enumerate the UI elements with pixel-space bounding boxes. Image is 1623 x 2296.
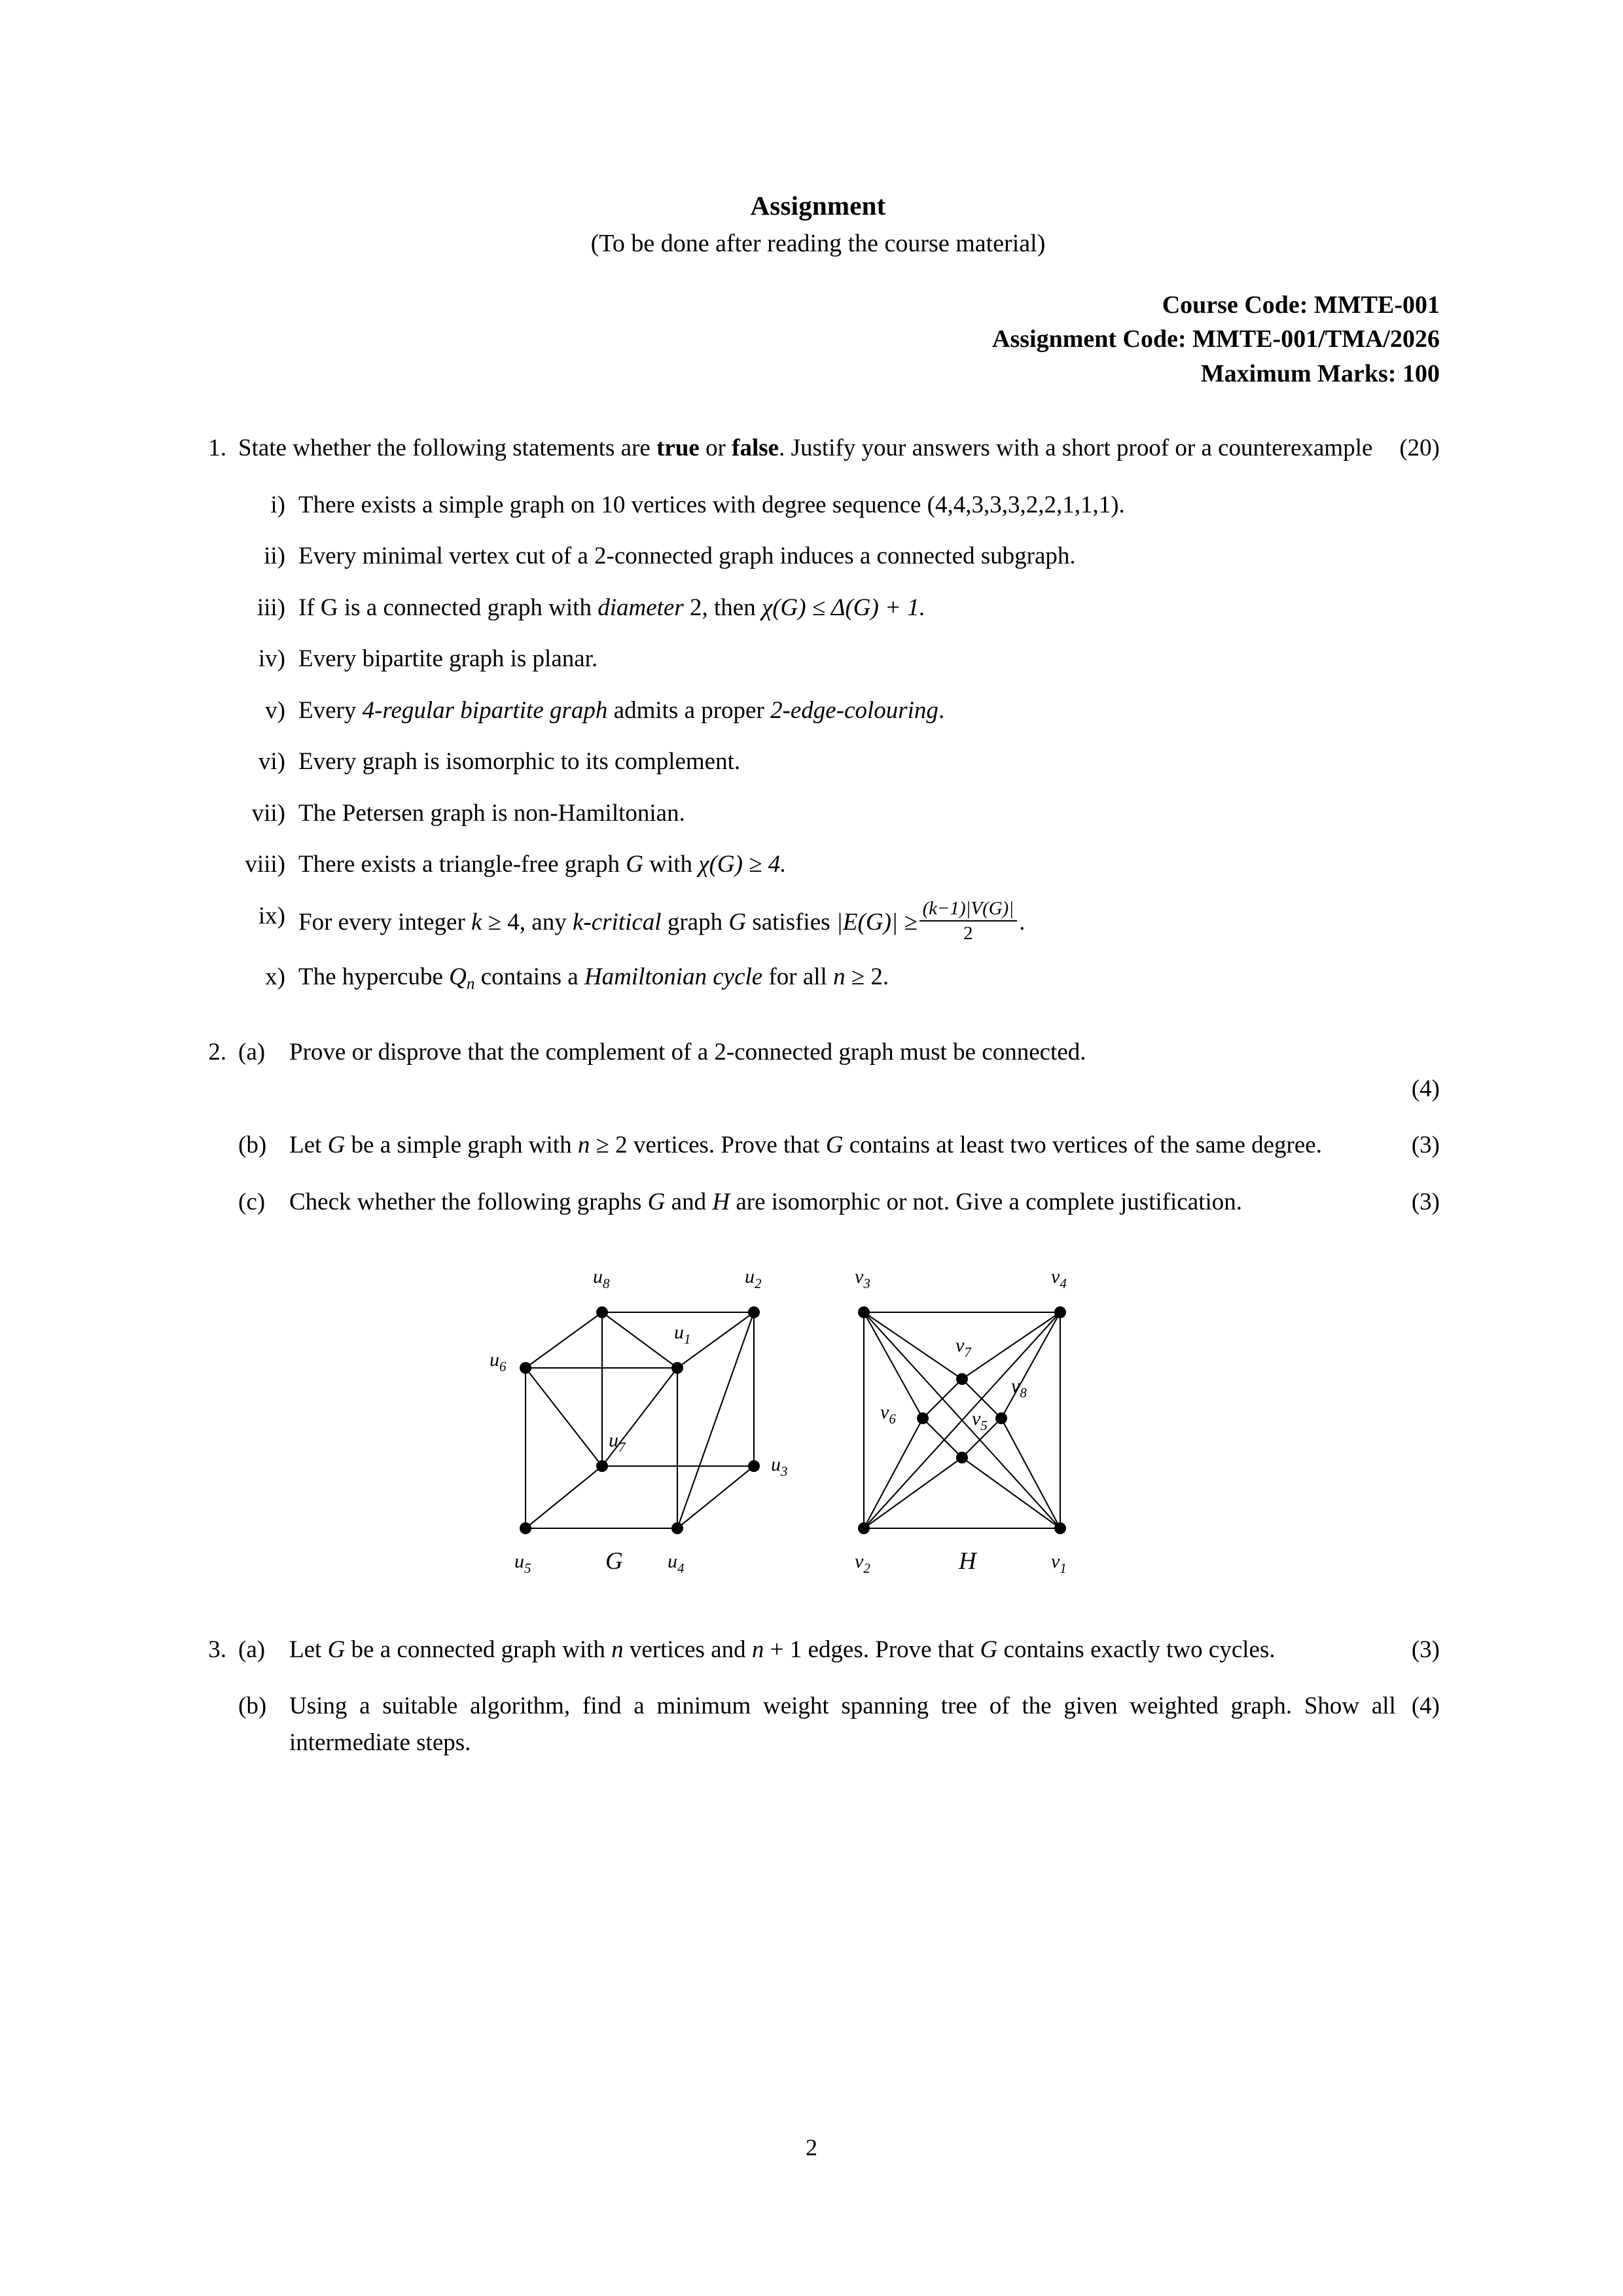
question-2c-body (289, 1184, 1440, 1221)
question-2a-label: (a) (238, 1038, 266, 1066)
question-3b-label: (b) (238, 1693, 267, 1720)
item-label-x: x) (265, 963, 285, 991)
graph-h-vertex-v5 (956, 1452, 968, 1463)
graph-g-vertex-u3 (748, 1460, 760, 1472)
graph-h-edge-v2-v5 (864, 1458, 962, 1528)
x-var-q: Q (449, 963, 467, 991)
item-label-vii: vii) (251, 799, 285, 827)
q1-stem-true: true (656, 435, 700, 462)
question-3-number: 3. (208, 1636, 226, 1663)
item-text-iii (298, 590, 1440, 626)
graphs-g-and-h-svg (196, 1247, 1440, 1613)
q3a-e: contains exactly two cycles. (997, 1636, 1275, 1663)
graph-h-vertex-v4 (1054, 1306, 1066, 1318)
q3a-var-n2: n (751, 1636, 764, 1663)
graph-h-vertex-v2 (858, 1522, 870, 1534)
question-2a-text: Prove or disprove that the complement of a 2-connected graph must be connected. (289, 1038, 1086, 1066)
item-text-i: There exists a simple graph on 10 vertices with degree sequence (4,4,3,3,3,2,2,1,1,1). (298, 491, 1125, 518)
v-emph-2: 2-edge-colouring (770, 696, 938, 724)
graph-g-label-u7: $u_7$ (609, 1429, 626, 1455)
question-2a-marks: (4) (1411, 1075, 1440, 1103)
list-item (238, 959, 1440, 997)
q2c-c: are isomorphic or not. Give a complete justification. (730, 1188, 1243, 1215)
ix-emph: k-critical (572, 908, 662, 935)
graph-h-label-v1: $v_1$ (1051, 1550, 1067, 1576)
graph-h-edge-v7-v8 (962, 1379, 1001, 1418)
graph-g-vertex-u5 (520, 1522, 531, 1534)
graph-g-vertex-u4 (671, 1522, 683, 1534)
q2b-b: be a simple graph with (345, 1132, 578, 1159)
question-3a-text (289, 1632, 1440, 1668)
v-emph-1: 4-regular bipartite graph (362, 696, 608, 724)
q1-stem-false: false (732, 435, 779, 462)
x-text-a: The hypercube (298, 963, 450, 991)
question-1 (196, 430, 1440, 1012)
item-text-viii (298, 846, 1440, 883)
ix-text-b: ≥ 4, any (482, 908, 573, 935)
q2c-b: and (665, 1188, 713, 1215)
graph-h-edge-v4-v7 (962, 1312, 1060, 1379)
graph-h-label-v2: $v_2$ (855, 1550, 870, 1576)
document-content (196, 190, 1440, 1785)
item-text-ii: Every minimal vertex cut of a 2-connected graph induces a connected subgraph. (298, 543, 1076, 570)
graph-isomorphism-figure (196, 1247, 1440, 1613)
graph-h-edge-v3-v6 (864, 1312, 923, 1418)
graph-g-label-u1: $u_1$ (674, 1321, 691, 1347)
q1-stem-part1: State whether the following statements are (238, 435, 657, 462)
viii-text-b: with (643, 851, 699, 878)
graph-g-label-u2: $u_2$ (745, 1265, 762, 1291)
graph-h-label-v4: $v_4$ (1051, 1265, 1067, 1291)
question-3 (196, 1632, 1440, 1782)
x-emph: Hamiltonian cycle (584, 963, 763, 991)
item-label-iii: iii) (257, 594, 285, 621)
graph-h-edge-v7-v6 (923, 1379, 962, 1418)
ix-text-d: satisfies (746, 908, 836, 935)
iii-emph: diameter (597, 594, 684, 621)
ix-var-k: k (471, 908, 482, 935)
page-title: Assignment (750, 190, 886, 221)
x-text-d: ≥ 2. (845, 963, 889, 991)
ix-fraction-numerator: (k−1)|V(G)| (919, 898, 1018, 922)
graph-h-edge-v5-v6 (923, 1418, 962, 1458)
q3b-text: Using a suitable algorithm, find a minimum weight spanning tree of the given weighted graph. Show all intermediate steps. (289, 1693, 1396, 1757)
graph-g-edge-u1-u7 (602, 1368, 677, 1466)
course-meta-block (196, 288, 1440, 391)
graph-g-edge-u8-u6 (526, 1312, 602, 1368)
list-item (238, 795, 1440, 832)
viii-var-g: G (626, 851, 644, 878)
q2c-var-h: H (712, 1188, 730, 1215)
question-1-stem (238, 430, 1440, 467)
graph-h-vertex-v7 (956, 1373, 968, 1385)
graph-h-label-v3: $v_3$ (855, 1265, 870, 1291)
q2c-a: Check whether the following graphs (289, 1188, 648, 1215)
x-text-b: contains a (474, 963, 584, 991)
maximum-marks: Maximum Marks: 100 (1200, 359, 1440, 387)
question-3b (238, 1688, 1440, 1761)
q1-stem-or: or (699, 435, 732, 462)
item-text-vi: Every graph is isomorphic to its complement. (298, 748, 741, 776)
q2b-var-g: G (327, 1132, 346, 1159)
graph-g-vertex-u6 (520, 1362, 531, 1374)
ix-fraction (919, 898, 1018, 944)
item-text-v (298, 692, 1440, 729)
graph-g-label-u5: $u_5$ (514, 1550, 531, 1576)
question-3a-label: (a) (238, 1636, 266, 1663)
q3a-b: be a connected graph with (345, 1636, 612, 1663)
item-label-ii: ii) (264, 543, 285, 570)
assignment-code: Assignment Code: MMTE-001/TMA/2026 (992, 325, 1440, 353)
item-text-iv: Every bipartite graph is planar. (298, 645, 598, 673)
question-3-body (238, 1632, 1440, 1782)
v-text-c: . (938, 696, 945, 724)
graph-g-vertex-u8 (596, 1306, 608, 1318)
graph-g-vertex-u2 (748, 1306, 760, 1318)
question-2b-marks: (3) (1411, 1132, 1440, 1159)
question-2 (196, 1034, 1440, 1240)
ix-fraction-denominator: 2 (963, 922, 973, 944)
question-2a-body (289, 1034, 1440, 1107)
q2c-var-g: G (647, 1188, 666, 1215)
question-3b-marks: (4) (1411, 1693, 1440, 1720)
item-label-v: v) (265, 696, 285, 724)
graph-g-label-u4: $u_4$ (668, 1550, 685, 1576)
graph-h-label-v6: $v_6$ (880, 1401, 896, 1427)
graph-g-edge-u6-u7 (526, 1368, 602, 1466)
question-3a (238, 1632, 1440, 1668)
q2b-c: ≥ 2 vertices. Prove that (590, 1132, 826, 1159)
question-1-number: 1. (208, 435, 226, 462)
x-var-q-subscript: n (466, 975, 475, 994)
graph-g-caption: G (605, 1547, 623, 1575)
q3a-a: Let (289, 1636, 328, 1663)
q2b-d: contains at least two vertices of the same degree. (843, 1132, 1322, 1159)
question-3a-marks: (3) (1411, 1636, 1440, 1663)
list-item (238, 846, 1440, 883)
graph-g-edges (526, 1312, 754, 1528)
graph-g-label-u3: $u_3$ (771, 1453, 788, 1479)
question-3b-body (289, 1688, 1440, 1761)
q2b-var-g2: G (825, 1132, 844, 1159)
list-item (238, 744, 1440, 780)
course-code: Course Code: MMTE-001 (1162, 291, 1440, 319)
question-1-marks: (20) (1399, 435, 1440, 462)
graph-h-label-v5: $v_5$ (972, 1407, 988, 1433)
list-item (238, 590, 1440, 626)
graph-g-edge-u7-u5 (526, 1466, 602, 1528)
graph-h-vertex-v3 (858, 1306, 870, 1318)
graph-g-vertex-u1 (671, 1362, 683, 1374)
item-label-ix: ix) (258, 902, 285, 929)
q3a-var-g: G (327, 1636, 346, 1663)
question-2a (238, 1034, 1440, 1107)
q3a-var-g2: G (980, 1636, 998, 1663)
question-2b-body (289, 1127, 1440, 1164)
item-text-vii: The Petersen graph is non-Hamiltonian. (298, 799, 685, 827)
graph-g-label-u8: $u_8$ (593, 1265, 610, 1291)
item-label-i: i) (270, 491, 285, 518)
question-1-statement-list (238, 487, 1440, 997)
question-2b-label: (b) (238, 1132, 267, 1159)
question-2c-text (289, 1184, 1440, 1221)
question-2c-marks: (3) (1411, 1188, 1440, 1215)
graph-h-edge-v4-v8 (1001, 1312, 1060, 1418)
graph-h-vertex-v1 (1054, 1522, 1066, 1534)
graph-g-edge-u8-u1 (602, 1312, 677, 1368)
iii-math: χ(G) ≤ Δ(G) + 1. (761, 594, 926, 621)
item-label-iv: iv) (258, 645, 285, 673)
ix-var-g: G (728, 908, 747, 935)
question-3b-text (289, 1688, 1440, 1761)
list-item (238, 538, 1440, 575)
list-item (238, 692, 1440, 729)
ix-text-e: . (1019, 908, 1026, 935)
q3a-var-n: n (611, 1636, 624, 1663)
item-label-viii: viii) (245, 851, 285, 878)
graph-h-vertex-v8 (995, 1412, 1007, 1424)
ix-text-a: For every integer (298, 908, 472, 935)
graph-h-label-v7: $v_7$ (955, 1334, 971, 1360)
graph-h-edge-v1-v5 (962, 1458, 1060, 1528)
viii-math: χ(G) ≥ 4. (698, 851, 787, 878)
x-text-c: for all (762, 963, 834, 991)
q2b-var-n: n (577, 1132, 590, 1159)
question-2-number: 2. (208, 1038, 226, 1066)
q2b-a: Let (289, 1132, 328, 1159)
question-2-body (238, 1034, 1440, 1240)
list-item (238, 641, 1440, 677)
question-2c-label: (c) (238, 1188, 266, 1215)
page-number: 2 (806, 2134, 817, 2161)
q1-stem-part2: . Justify your answers with a short proof or a counterexample (779, 435, 1373, 462)
list-item (238, 487, 1440, 524)
question-1-body (238, 430, 1440, 1012)
question-2b-text (289, 1127, 1440, 1164)
q3a-c: vertices and (623, 1636, 752, 1663)
graph-h-edge-v3-v7 (864, 1312, 962, 1379)
v-text-a: Every (298, 696, 363, 724)
x-var-n: n (833, 963, 846, 991)
item-text-ix (298, 898, 1440, 944)
viii-text-a: There exists a triangle-free graph (298, 851, 626, 878)
item-label-vi: vi) (258, 748, 285, 776)
ix-text-c: graph (661, 908, 729, 935)
q3a-d: + 1 edges. Prove that (764, 1636, 980, 1663)
item-text-x (298, 959, 1440, 997)
question-3a-body (289, 1632, 1440, 1668)
list-item (238, 898, 1440, 944)
ix-math-lhs: |E(G)| ≥ (836, 908, 918, 935)
iii-text-b: 2, then (683, 594, 762, 621)
iii-text-a: If G is a connected graph with (298, 594, 598, 621)
question-2c (238, 1184, 1440, 1221)
v-text-b: admits a proper (607, 696, 771, 724)
graph-h-label-v8: $v_8$ (1011, 1374, 1027, 1401)
page-subtitle: (To be done after reading the course material) (590, 230, 1046, 257)
graph-g-label-u6: $u_6$ (490, 1348, 507, 1374)
question-2b (238, 1127, 1440, 1164)
graph-g-vertex-u7 (596, 1460, 608, 1472)
graph-h-caption: H (959, 1547, 976, 1575)
graph-h-vertex-v6 (917, 1412, 929, 1424)
